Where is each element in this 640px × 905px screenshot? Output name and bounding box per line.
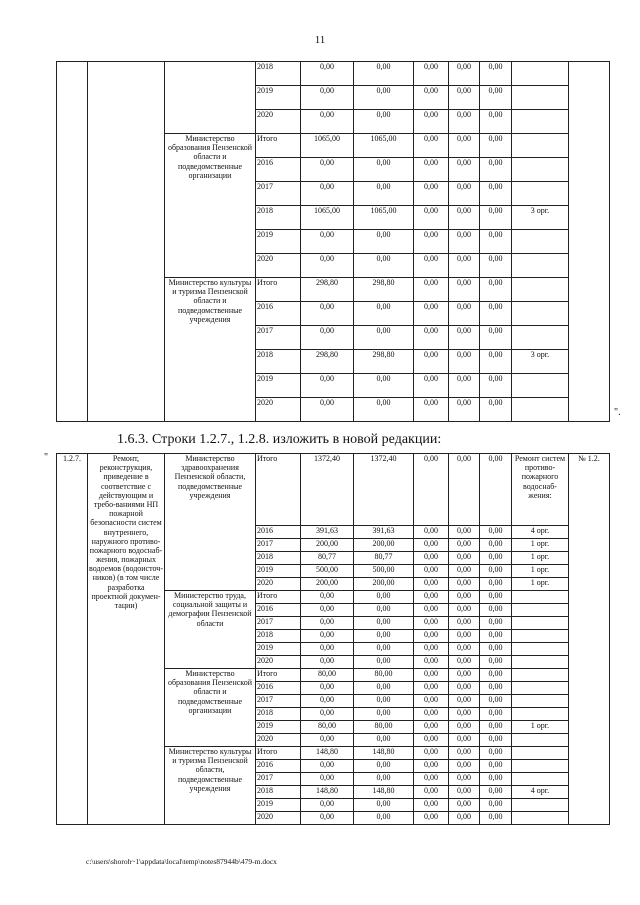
data-cell: 0,00: [449, 454, 480, 526]
data-cell: 2019: [256, 86, 301, 110]
data-cell: 200,00: [301, 539, 354, 552]
data-cell: 2017: [256, 695, 301, 708]
data-cell: 0,00: [414, 158, 449, 182]
data-cell: 2020: [256, 656, 301, 669]
data-cell: 0,00: [480, 398, 512, 422]
data-cell: 2017: [256, 182, 301, 206]
data-cell: 0,00: [354, 617, 414, 630]
data-cell: 80,77: [301, 552, 354, 565]
data-cell: 0,00: [414, 254, 449, 278]
data-cell: 148,80: [354, 786, 414, 799]
data-cell: Итого: [256, 591, 301, 604]
data-cell: 0,00: [449, 552, 480, 565]
data-cell: 0,00: [480, 302, 512, 326]
indicator-cell: [512, 682, 569, 695]
data-cell: 148,80: [301, 786, 354, 799]
ref-cell: [569, 62, 610, 422]
data-cell: 0,00: [449, 230, 480, 254]
data-cell: 0,00: [480, 812, 512, 825]
data-cell: 0,00: [480, 454, 512, 526]
data-cell: 0,00: [414, 721, 449, 734]
org-cell: [165, 62, 256, 134]
data-cell: 0,00: [354, 374, 414, 398]
data-cell: [512, 398, 569, 422]
activity-cell: [88, 62, 165, 422]
data-cell: 1065,00: [354, 134, 414, 158]
data-cell: 200,00: [354, 539, 414, 552]
data-cell: 1372,40: [301, 454, 354, 526]
org-cell: Министерство здравоохранения Пензенской области, подведомственные учреждения: [165, 454, 256, 591]
indicator-cell: [512, 695, 569, 708]
data-cell: 0,00: [414, 617, 449, 630]
data-cell: 0,00: [354, 326, 414, 350]
indicator-cell: 1 орг.: [512, 578, 569, 591]
data-cell: 0,00: [414, 734, 449, 747]
data-cell: 0,00: [449, 604, 480, 617]
data-cell: 2019: [256, 721, 301, 734]
data-cell: 0,00: [449, 721, 480, 734]
data-cell: 0,00: [449, 734, 480, 747]
data-cell: 2016: [256, 604, 301, 617]
data-cell: 0,00: [301, 799, 354, 812]
data-cell: 0,00: [449, 669, 480, 682]
data-cell: 148,80: [301, 747, 354, 760]
data-cell: 0,00: [414, 812, 449, 825]
data-cell: 391,63: [354, 526, 414, 539]
data-cell: 0,00: [414, 398, 449, 422]
data-cell: [512, 326, 569, 350]
data-cell: 0,00: [414, 786, 449, 799]
data-cell: 0,00: [449, 134, 480, 158]
indicator-cell: [512, 617, 569, 630]
data-cell: 0,00: [480, 374, 512, 398]
data-cell: 0,00: [301, 158, 354, 182]
data-cell: 2017: [256, 773, 301, 786]
data-cell: 0,00: [301, 398, 354, 422]
data-cell: 0,00: [480, 682, 512, 695]
data-cell: 0,00: [301, 760, 354, 773]
data-cell: 298,80: [354, 350, 414, 374]
data-cell: 0,00: [449, 695, 480, 708]
data-cell: 0,00: [414, 62, 449, 86]
data-cell: 2020: [256, 254, 301, 278]
data-cell: 0,00: [354, 254, 414, 278]
data-cell: 0,00: [354, 773, 414, 786]
data-cell: 2017: [256, 539, 301, 552]
data-cell: 0,00: [301, 182, 354, 206]
data-cell: 0,00: [414, 230, 449, 254]
data-cell: 0,00: [449, 760, 480, 773]
org-cell: Министерство образования Пензенской области и подведомственные организации: [165, 669, 256, 747]
data-cell: 0,00: [480, 721, 512, 734]
indicator-cell: [512, 812, 569, 825]
indicator-cell: [512, 669, 569, 682]
data-cell: 2017: [256, 326, 301, 350]
data-cell: 0,00: [354, 230, 414, 254]
data-cell: 0,00: [414, 552, 449, 565]
data-cell: 0,00: [301, 326, 354, 350]
data-cell: 0,00: [414, 773, 449, 786]
data-cell: 0,00: [480, 656, 512, 669]
data-cell: 0,00: [449, 254, 480, 278]
data-cell: [512, 302, 569, 326]
data-cell: [512, 86, 569, 110]
org-cell: Министерство культуры и туризма Пензенской области, подведомственные учреждения: [165, 747, 256, 825]
data-cell: 0,00: [449, 110, 480, 134]
data-cell: [512, 158, 569, 182]
data-cell: [512, 230, 569, 254]
data-cell: [512, 62, 569, 86]
data-cell: 80,00: [301, 669, 354, 682]
data-cell: 0,00: [449, 539, 480, 552]
data-cell: 0,00: [449, 374, 480, 398]
data-cell: 0,00: [449, 398, 480, 422]
data-cell: 0,00: [414, 134, 449, 158]
data-cell: 0,00: [301, 302, 354, 326]
data-cell: 0,00: [449, 526, 480, 539]
indicator-cell: [512, 708, 569, 721]
data-cell: [512, 254, 569, 278]
indicator-cell: [512, 773, 569, 786]
data-cell: 0,00: [480, 206, 512, 230]
data-cell: 0,00: [301, 62, 354, 86]
data-cell: 0,00: [414, 278, 449, 302]
data-cell: 80,00: [354, 669, 414, 682]
data-cell: 0,00: [354, 158, 414, 182]
data-cell: 0,00: [449, 630, 480, 643]
data-cell: 80,00: [354, 721, 414, 734]
data-cell: 500,00: [301, 565, 354, 578]
data-cell: 0,00: [480, 617, 512, 630]
data-cell: 0,00: [414, 591, 449, 604]
data-cell: 80,77: [354, 552, 414, 565]
data-cell: 0,00: [414, 350, 449, 374]
data-cell: 3 орг.: [512, 350, 569, 374]
data-cell: 2018: [256, 62, 301, 86]
data-cell: 0,00: [354, 604, 414, 617]
data-cell: 0,00: [354, 812, 414, 825]
data-cell: 0,00: [449, 326, 480, 350]
data-cell: [512, 134, 569, 158]
data-cell: 0,00: [301, 630, 354, 643]
ref-cell: № 1.2.: [569, 454, 610, 825]
data-cell: 1065,00: [301, 134, 354, 158]
data-cell: 2018: [256, 708, 301, 721]
data-cell: 0,00: [354, 110, 414, 134]
indicator-cell: Ремонт систем противо-пожарного водоснаб-жения:: [512, 454, 569, 526]
data-cell: 2019: [256, 565, 301, 578]
data-cell: 391,63: [301, 526, 354, 539]
data-cell: 0,00: [480, 695, 512, 708]
data-cell: 0,00: [414, 578, 449, 591]
data-cell: 0,00: [480, 350, 512, 374]
indicator-cell: [512, 643, 569, 656]
data-cell: 0,00: [301, 682, 354, 695]
data-cell: 0,00: [449, 591, 480, 604]
data-cell: 0,00: [414, 669, 449, 682]
data-cell: 0,00: [480, 539, 512, 552]
data-cell: 0,00: [449, 617, 480, 630]
data-cell: 0,00: [301, 656, 354, 669]
data-cell: 0,00: [414, 630, 449, 643]
data-cell: 0,00: [414, 565, 449, 578]
data-cell: 0,00: [449, 350, 480, 374]
data-cell: 200,00: [354, 578, 414, 591]
data-cell: 0,00: [301, 374, 354, 398]
data-cell: 2018: [256, 206, 301, 230]
data-cell: 0,00: [449, 578, 480, 591]
data-cell: 0,00: [301, 773, 354, 786]
data-cell: 2020: [256, 812, 301, 825]
data-cell: 0,00: [414, 604, 449, 617]
indicator-cell: [512, 734, 569, 747]
org-cell: Министерство труда, социальной защиты и демографии Пензенской области: [165, 591, 256, 669]
data-cell: Итого: [256, 278, 301, 302]
data-cell: 0,00: [449, 773, 480, 786]
data-cell: 2018: [256, 552, 301, 565]
data-cell: 0,00: [301, 708, 354, 721]
data-cell: 0,00: [414, 86, 449, 110]
data-cell: 2020: [256, 734, 301, 747]
data-cell: 0,00: [301, 734, 354, 747]
data-cell: 0,00: [480, 734, 512, 747]
data-cell: 0,00: [449, 565, 480, 578]
data-cell: 2019: [256, 643, 301, 656]
indicator-cell: 4 орг.: [512, 786, 569, 799]
data-cell: 0,00: [414, 656, 449, 669]
number-cell: [57, 62, 88, 422]
org-cell: Министерство образования Пензенской области и подведомственные организации: [165, 134, 256, 278]
data-cell: 2019: [256, 799, 301, 812]
data-cell: 0,00: [301, 643, 354, 656]
data-cell: 0,00: [480, 604, 512, 617]
data-cell: 0,00: [480, 773, 512, 786]
data-cell: 0,00: [414, 374, 449, 398]
data-cell: 0,00: [354, 734, 414, 747]
data-cell: 0,00: [354, 682, 414, 695]
data-cell: 0,00: [449, 786, 480, 799]
org-cell: Министерство культуры и туризма Пензенской области и подведомственные учреждения: [165, 278, 256, 422]
data-cell: 1065,00: [354, 206, 414, 230]
data-cell: 0,00: [480, 708, 512, 721]
data-cell: 298,80: [354, 278, 414, 302]
data-cell: 2016: [256, 158, 301, 182]
data-cell: 0,00: [354, 591, 414, 604]
data-cell: 80,00: [301, 721, 354, 734]
data-cell: 0,00: [480, 747, 512, 760]
data-cell: 298,80: [301, 278, 354, 302]
data-cell: 0,00: [449, 682, 480, 695]
data-cell: 0,00: [414, 708, 449, 721]
data-cell: 0,00: [449, 302, 480, 326]
data-cell: 0,00: [414, 682, 449, 695]
data-cell: 0,00: [449, 86, 480, 110]
data-cell: 0,00: [301, 254, 354, 278]
data-cell: 2017: [256, 617, 301, 630]
data-cell: 2016: [256, 760, 301, 773]
indicator-cell: [512, 630, 569, 643]
data-cell: 148,80: [354, 747, 414, 760]
indicator-cell: 1 орг.: [512, 565, 569, 578]
data-cell: 0,00: [354, 695, 414, 708]
data-cell: 2016: [256, 682, 301, 695]
data-cell: 0,00: [414, 454, 449, 526]
indicator-cell: [512, 656, 569, 669]
table-row: [57, 62, 610, 86]
data-cell: 0,00: [414, 747, 449, 760]
indicator-cell: [512, 747, 569, 760]
data-cell: 0,00: [480, 110, 512, 134]
data-cell: 0,00: [480, 552, 512, 565]
indicator-cell: 4 орг.: [512, 526, 569, 539]
financing-table-rows-1-2-7: [56, 453, 610, 825]
data-cell: Итого: [256, 454, 301, 526]
data-cell: 0,00: [301, 86, 354, 110]
data-cell: 0,00: [414, 643, 449, 656]
indicator-cell: 1 орг.: [512, 552, 569, 565]
data-cell: 0,00: [480, 799, 512, 812]
data-cell: 0,00: [480, 182, 512, 206]
row-number-cell: 1.2.7.: [57, 454, 88, 825]
data-cell: 0,00: [449, 643, 480, 656]
data-cell: 2020: [256, 110, 301, 134]
opening-quote: ": [44, 452, 49, 463]
data-cell: 0,00: [480, 326, 512, 350]
data-cell: 298,80: [301, 350, 354, 374]
data-cell: 2020: [256, 398, 301, 422]
data-cell: 0,00: [414, 182, 449, 206]
data-cell: 0,00: [480, 760, 512, 773]
indicator-cell: [512, 604, 569, 617]
data-cell: 0,00: [480, 254, 512, 278]
data-cell: 0,00: [480, 643, 512, 656]
data-cell: 0,00: [301, 695, 354, 708]
activity-cell: Ремонт, реконструкция, приведение в соответствие с действующим и требо-ваниями НП пожарной безопасности систем внутреннего, наружного противо-пожарного водоснаб-жения, пожарных водоемов (водоисточ-ников) (в том числе разработка проектной докумен-тации): [88, 454, 165, 825]
data-cell: 0,00: [301, 110, 354, 134]
data-cell: Итого: [256, 747, 301, 760]
data-cell: Итого: [256, 669, 301, 682]
data-cell: 0,00: [414, 760, 449, 773]
indicator-cell: 1 орг.: [512, 539, 569, 552]
data-cell: 0,00: [301, 230, 354, 254]
data-cell: 0,00: [354, 656, 414, 669]
data-cell: 1372,40: [354, 454, 414, 526]
data-cell: 0,00: [354, 302, 414, 326]
data-cell: 0,00: [480, 158, 512, 182]
data-cell: 0,00: [480, 134, 512, 158]
data-cell: [512, 278, 569, 302]
data-cell: 2016: [256, 302, 301, 326]
data-cell: 0,00: [414, 539, 449, 552]
data-cell: 2020: [256, 578, 301, 591]
data-cell: [512, 182, 569, 206]
data-cell: 0,00: [480, 278, 512, 302]
data-cell: 0,00: [449, 747, 480, 760]
data-cell: 0,00: [354, 643, 414, 656]
data-cell: 0,00: [449, 708, 480, 721]
data-cell: 0,00: [449, 812, 480, 825]
data-cell: 200,00: [301, 578, 354, 591]
data-cell: 0,00: [354, 708, 414, 721]
section-heading: 1.6.3. Строки 1.2.7., 1.2.8. изложить в новой редакции:: [117, 432, 442, 447]
data-cell: 0,00: [449, 182, 480, 206]
data-cell: 0,00: [354, 398, 414, 422]
data-cell: 0,00: [449, 799, 480, 812]
data-cell: 0,00: [449, 62, 480, 86]
data-cell: 0,00: [480, 591, 512, 604]
indicator-cell: [512, 591, 569, 604]
data-cell: 0,00: [414, 526, 449, 539]
data-cell: 0,00: [480, 578, 512, 591]
table-row: [57, 454, 610, 526]
data-cell: 0,00: [301, 617, 354, 630]
data-cell: [512, 374, 569, 398]
data-cell: 0,00: [301, 591, 354, 604]
data-cell: [512, 110, 569, 134]
data-cell: 0,00: [414, 326, 449, 350]
data-cell: 0,00: [480, 786, 512, 799]
data-cell: 2018: [256, 786, 301, 799]
data-cell: 0,00: [449, 158, 480, 182]
data-cell: 0,00: [480, 86, 512, 110]
financing-table-continued: [56, 61, 610, 422]
page-number: 11: [314, 34, 326, 46]
data-cell: 0,00: [480, 62, 512, 86]
data-cell: 0,00: [354, 182, 414, 206]
data-cell: 0,00: [414, 695, 449, 708]
indicator-cell: [512, 760, 569, 773]
data-cell: 0,00: [354, 799, 414, 812]
data-cell: 2018: [256, 630, 301, 643]
data-cell: 0,00: [480, 565, 512, 578]
data-cell: 500,00: [354, 565, 414, 578]
data-cell: 0,00: [480, 669, 512, 682]
data-cell: 0,00: [480, 630, 512, 643]
data-cell: 0,00: [414, 206, 449, 230]
data-cell: 0,00: [449, 656, 480, 669]
data-cell: 0,00: [354, 630, 414, 643]
data-cell: 0,00: [449, 206, 480, 230]
data-cell: 2018: [256, 350, 301, 374]
data-cell: 0,00: [480, 230, 512, 254]
data-cell: 3 орг.: [512, 206, 569, 230]
data-cell: 2019: [256, 374, 301, 398]
data-cell: 0,00: [354, 62, 414, 86]
data-cell: 0,00: [480, 526, 512, 539]
data-cell: 0,00: [449, 278, 480, 302]
indicator-cell: [512, 799, 569, 812]
closing-quote: ".: [614, 407, 621, 418]
data-cell: 0,00: [301, 812, 354, 825]
data-cell: 0,00: [301, 604, 354, 617]
indicator-cell: 1 орг.: [512, 721, 569, 734]
data-cell: 2019: [256, 230, 301, 254]
data-cell: 0,00: [414, 302, 449, 326]
data-cell: 0,00: [354, 86, 414, 110]
footer-file-path: c:\users\shoroh~1\appdata\local\temp\notes87944b\479-m.docx: [86, 857, 277, 866]
data-cell: 0,00: [414, 799, 449, 812]
data-cell: 1065,00: [301, 206, 354, 230]
data-cell: Итого: [256, 134, 301, 158]
data-cell: 0,00: [414, 110, 449, 134]
data-cell: 2016: [256, 526, 301, 539]
data-cell: 0,00: [354, 760, 414, 773]
